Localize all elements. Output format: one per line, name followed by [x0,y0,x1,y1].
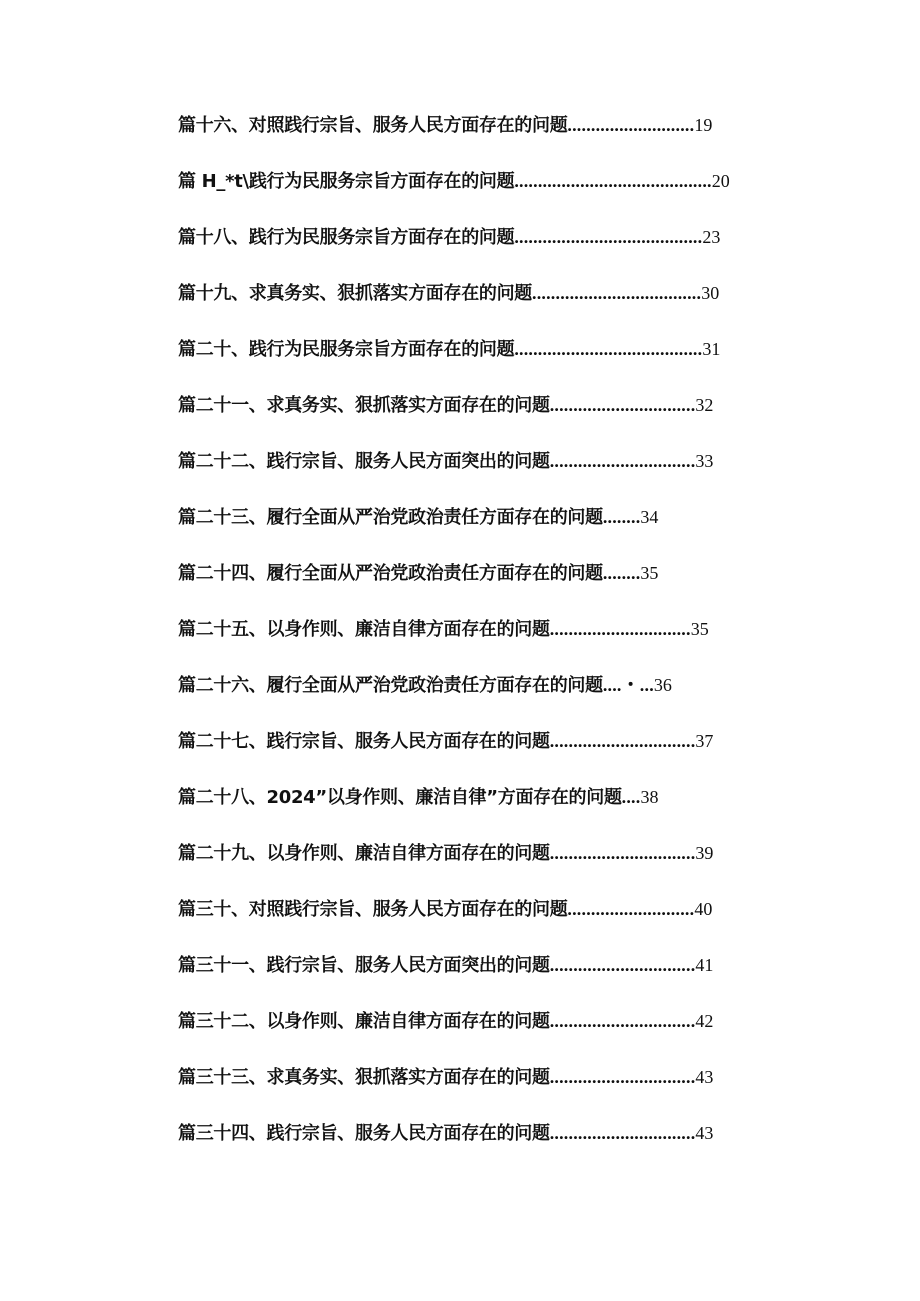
toc-entry-page: 40 [694,899,713,919]
toc-entry-title: 篇二十六、履行全面从严治党政治责任方面存在的问题 [178,675,603,696]
toc-entry-leader: ........ [602,507,641,527]
toc-entry-leader: ....・... [602,675,654,695]
toc-entry-page: 34 [640,507,659,527]
toc-entry-title: 篇三十二、以身作则、廉洁自律方面存在的问题 [178,1011,550,1032]
toc-entry-title: 篇二十九、以身作则、廉洁自律方面存在的问题 [178,843,550,864]
toc-entry-title: 篇二十七、践行宗旨、服务人民方面存在的问题 [178,731,550,752]
toc-entry-title: 篇三十三、求真务实、狠抓落实方面存在的问题 [178,1067,550,1088]
toc-entry-page: 43 [695,1067,714,1087]
toc-entry-title: 篇 H_*t\践行为民服务宗旨方面存在的问题 [178,171,515,192]
toc-entry-title: 篇二十三、履行全面从严治党政治责任方面存在的问题 [178,507,603,528]
toc-entry[interactable] [178,1120,778,1176]
toc-entry[interactable] [178,336,778,392]
toc-entry-page: 30 [701,283,720,303]
toc-entry-page: 38 [640,787,659,807]
toc-entry-title: 篇三十四、践行宗旨、服务人民方面存在的问题 [178,1123,550,1144]
toc-entry-title: 篇二十、践行为民服务宗旨方面存在的问题 [178,339,515,360]
toc-entry-leader: ............................... [549,395,696,415]
toc-entry-title: 篇三十一、践行宗旨、服务人民方面突出的问题 [178,955,550,976]
toc-entry[interactable] [178,896,778,952]
toc-entry-leader: ........ [602,563,641,583]
toc-entry-page: 39 [695,843,714,863]
toc-entry-title: 篇二十八、2024”以身作则、廉洁自律”方面存在的问题 [178,787,622,808]
toc-entry-title: 篇二十一、求真务实、狠抓落实方面存在的问题 [178,395,550,416]
toc-entry[interactable] [178,112,778,168]
toc-entry[interactable] [178,952,778,1008]
toc-entry-page: 42 [695,1011,714,1031]
toc-entry-leader: ........................... [567,899,695,919]
toc-entry-leader: .............................. [549,619,691,639]
toc-entry-leader: ............................... [549,1011,696,1031]
toc-entry-page: 37 [695,731,714,751]
toc-entry-page: 20 [711,171,730,191]
toc-entry[interactable] [178,840,778,896]
toc-entry-leader: .... [621,787,641,807]
table-of-contents [178,112,778,1176]
toc-entry-title: 篇二十二、践行宗旨、服务人民方面突出的问题 [178,451,550,472]
toc-entry-leader: .................................... [532,283,702,303]
toc-entry[interactable] [178,448,778,504]
toc-entry-page: 43 [695,1123,714,1143]
toc-entry-leader: ............................... [549,843,696,863]
toc-entry[interactable] [178,392,778,448]
toc-entry[interactable] [178,504,778,560]
toc-entry-page: 35 [640,563,659,583]
toc-entry-leader: ............................... [549,451,696,471]
toc-entry-title: 篇二十五、以身作则、廉洁自律方面存在的问题 [178,619,550,640]
toc-entry[interactable] [178,560,778,616]
toc-entry-title: 篇二十四、履行全面从严治党政治责任方面存在的问题 [178,563,603,584]
toc-entry[interactable] [178,168,778,224]
toc-entry-page: 33 [695,451,714,471]
toc-entry-title: 篇三十、对照践行宗旨、服务人民方面存在的问题 [178,899,568,920]
toc-entry[interactable] [178,784,778,840]
toc-entry-leader: ........................................ [514,227,703,247]
toc-entry-leader: .......................................... [514,171,712,191]
toc-entry-page: 35 [690,619,709,639]
toc-entry[interactable] [178,616,778,672]
toc-entry-leader: ............................... [549,955,696,975]
toc-entry-page: 32 [695,395,714,415]
toc-entry[interactable] [178,672,778,728]
toc-entry-page: 41 [695,955,714,975]
toc-entry-page: 31 [702,339,721,359]
toc-entry-page: 36 [653,675,672,695]
toc-entry[interactable] [178,1064,778,1120]
toc-entry[interactable] [178,280,778,336]
toc-entry-leader: ........................... [567,115,695,135]
toc-entry-page: 19 [694,115,713,135]
toc-entry-title: 篇十八、践行为民服务宗旨方面存在的问题 [178,227,515,248]
toc-entry-title: 篇十六、对照践行宗旨、服务人民方面存在的问题 [178,115,568,136]
toc-entry-page: 23 [702,227,721,247]
toc-entry-leader: ............................... [549,731,696,751]
toc-entry[interactable] [178,728,778,784]
toc-entry[interactable] [178,1008,778,1064]
toc-entry[interactable] [178,224,778,280]
toc-entry-leader: ............................... [549,1067,696,1087]
toc-entry-leader: ............................... [549,1123,696,1143]
toc-entry-leader: ........................................ [514,339,703,359]
toc-entry-title: 篇十九、求真务实、狠抓落实方面存在的问题 [178,283,532,304]
